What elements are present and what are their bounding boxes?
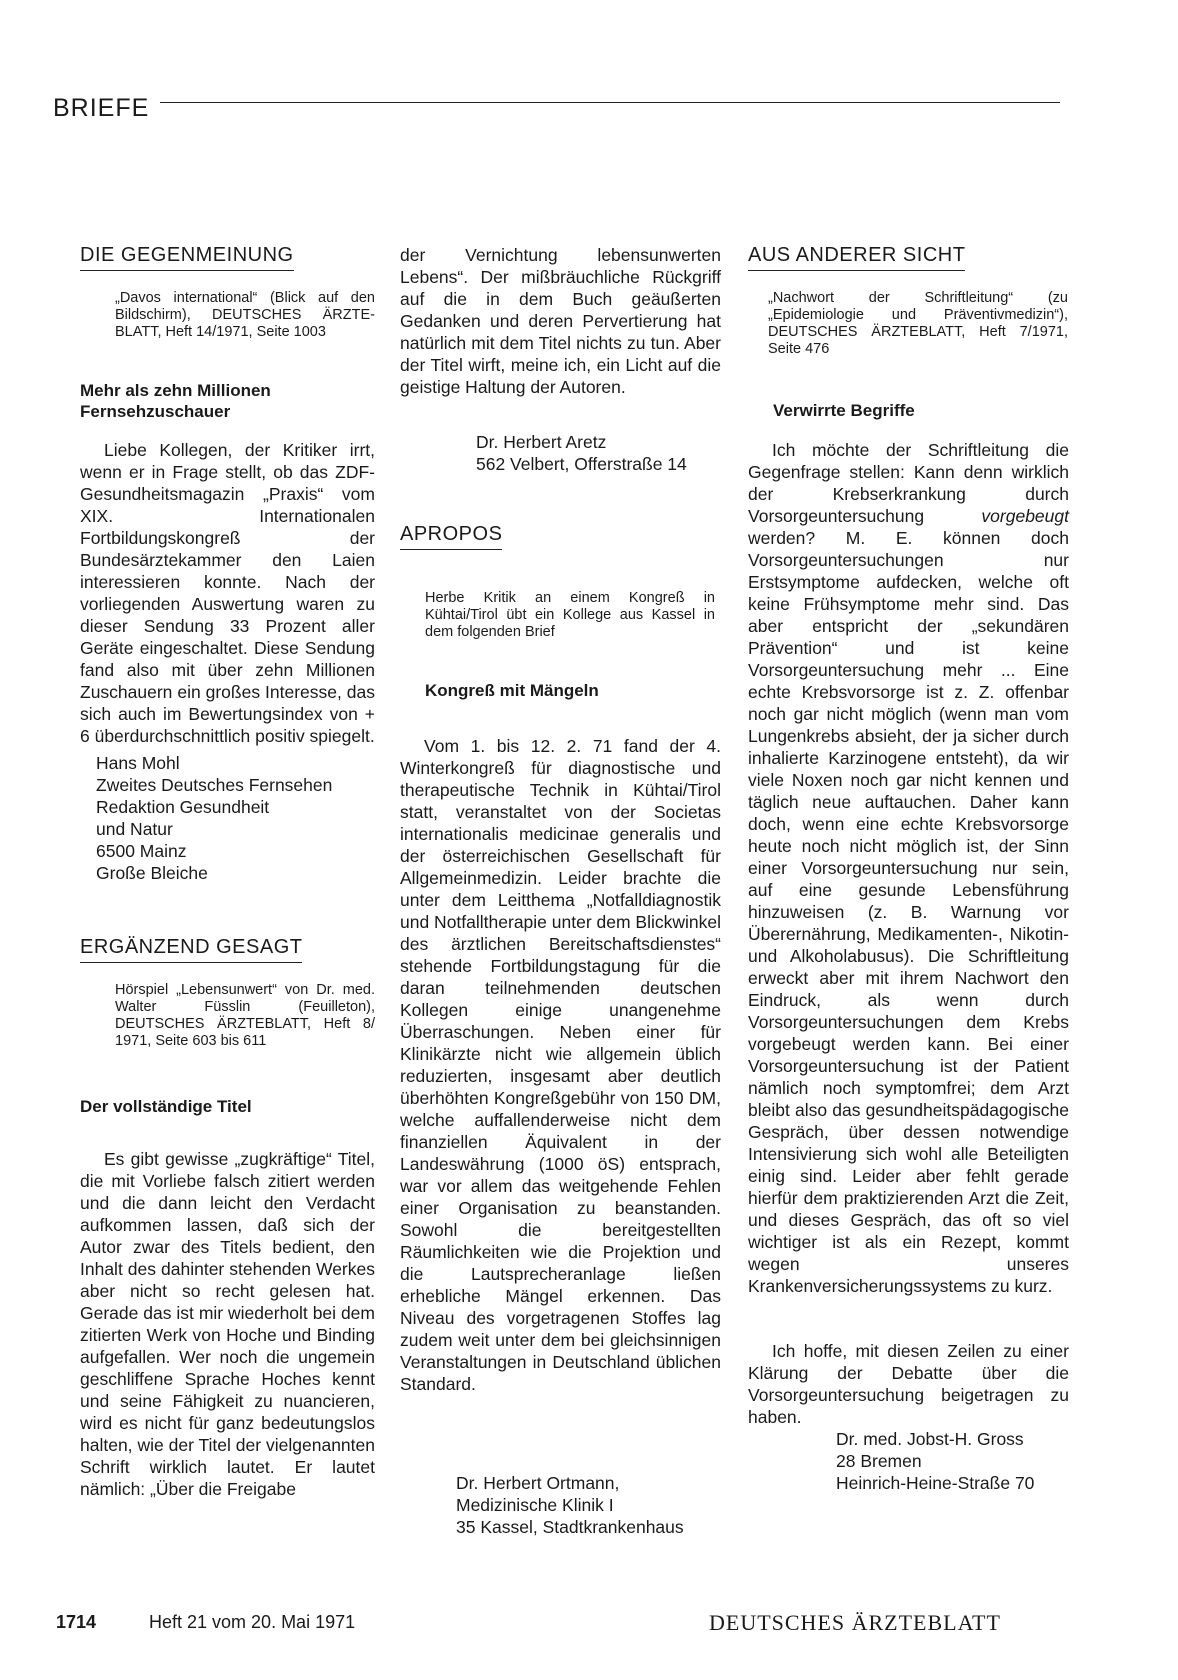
letter-subtitle: Der vollständige Titel (80, 1097, 252, 1116)
page-number: 1714 (56, 1612, 97, 1632)
letter-reference: Hörspiel „Lebensunwert“ von Dr. med. Walter Füsslin (Feuilleton), DEUTSCHES ÄRZTEBLATT, Heft 8/ 1971, Seite 603 bis 611 (115, 982, 375, 1049)
letter-subtitle: Kongreß mit Mängeln (425, 681, 599, 700)
section-header-title: BRIEFE (53, 94, 150, 122)
letter-heading-ergaenzend: ERGÄNZEND GESAGT (80, 936, 302, 963)
letter-signature: Dr. Herbert Aretz 562 Velbert, Offerstraße 14 (476, 432, 687, 474)
header-rule (160, 102, 1060, 103)
masthead: DEUTSCHES ÄRZTEBLATT (709, 1610, 1001, 1635)
letter-body-closing: Ich hoffe, mit diesen Zeilen zu einer Klärung der Debatte über die Vorsorgeuntersuchung beigetragen zu haben. (748, 1341, 1069, 1427)
letter-heading-aus-anderer-sicht: AUS ANDERER SICHT (748, 244, 965, 271)
letter-body: Ich möchte der Schriftleitung die Gegenfrage stellen: Kann denn wirklich der Krebserkrankung durch Vorsorgeuntersuchung vorgebeugt werden? M. E. können doch Vorsorgeuntersuchungen nur Erstsymptome aufdecken, welche oft keine Frühsymptome mehr sind. Das aber entspricht der „sekundären Prävention“ und ist keine Vorsorgeuntersuchung mehr ... Eine echte Krebsvorsorge ist z. Z. offenbar noch gar nicht möglich (wenn man vom Lungenkrebs absieht, der ja sicher durch inhalierte Karzinogene entsteht), da wir viele Noxen noch gar nicht kennen und täglich neue auftauchen. Daher kann doch, wenn eine echte Krebsvorsorge heute noch nicht möglich ist, der Sinn einer Vorsorgeuntersuchung nur sein, auf eine gesunde Lebensführung hinzuweisen (z. B. Warnung vor Überernährung, Medikamenten-, Nikotin- und Alkoholabusus). Die Schriftleitung erweckt aber mit ihrem Nachwort den Eindruck, als wenn durch Vorsorgeuntersuchungen dem Krebs vorgebeugt werden kann. Bei einer Vorsorgeuntersuchung ist der Patient nämlich noch symptomfrei; dem Arzt bleibt also das gesundheitspädagogische Gespräch, über dessen notwendige Intensivierung sich wohl alle Beteiligten einig sind. Leider aber fehlt gerade hierfür dem praktizierenden Arzt die Zeit, und dieses Gespräch, das oft so viel wichtiger ist als ein Rezept, kommt wegen unseres Krankenversicherungssystems zu kurz. (748, 440, 1069, 1296)
letter-heading-gegenmeinung: DIE GEGENMEINUNG (80, 244, 294, 271)
letter-heading-apropos: APROPOS (400, 523, 502, 550)
letter-body: Es gibt gewisse „zugkräftige“ Titel, die mit Vorliebe falsch zitiert werden und die dann leicht den Verdacht aufkommen lassen, daß sich der Autor zwar des Titels bedient, den Inhalt des dahinter stehenden Werkes aber nicht so recht gelesen hat. Gerade das ist mir wiederholt bei dem zitierten Werk von Hoche und Binding aufgefallen. Wer noch die ungemein geschliffene Sprache Hoches kennt und seine Fähigkeit zu nuancieren, wird es nicht für ganz bedeutungslos halten, wie der Titel der vielgenannten Schrift wirklich lautet. Er lautet nämlich: „Über die Freigabe (80, 1149, 375, 1499)
letter-reference: „Nachwort der Schriftleitung“ (zu „Epidemiologie und Präventivmedizin“), DEUTSCHES ÄRZTEBLATT, Heft 7/1971, Seite 476 (768, 290, 1068, 357)
letter-body: Liebe Kollegen, der Kritiker irrt, wenn er in Frage stellt, ob das ZDF-Gesundheitsmagazin „Praxis“ vom XIX. Internationalen Fortbildungskongreß der Bundesärztekammer den Laien interessieren konnte. Nach der vorliegenden Auswertung waren zu dieser Sendung 33 Prozent aller Geräte eingeschaltet. Diese Sendung fand also mit über zehn Millionen Zuschauern ein großes Interesse, das sich auch im Bewertungsindex von + 6 überdurchschnittlich positiv spiegelt. (80, 440, 375, 746)
letter-signature: Hans Mohl Zweites Deutsches Fernsehen Redaktion Gesundheit und Natur 6500 Mainz Große Bleiche (96, 753, 333, 883)
letter-subtitle: Mehr als zehn Millionen Fernsehzuschauer (80, 381, 271, 421)
letter-signature: Dr. med. Jobst-H. Gross 28 Bremen Heinrich-Heine-Straße 70 (836, 1429, 1035, 1493)
letter-reference: „Davos international“ (Blick auf den Bildschirm), DEUTSCHES ÄRZTE-BLATT, Heft 14/1971, Seite 1003 (115, 290, 375, 340)
issue-line: Heft 21 vom 20. Mai 1971 (149, 1612, 356, 1632)
letter-subtitle: Verwirrte Begriffe (773, 401, 915, 420)
emphasis-word: vorgebeugt (981, 506, 1069, 526)
letter-body: Vom 1. bis 12. 2. 71 fand der 4. Winterkongreß für diagnostische und therapeutische Technik in Kühtai/Tirol statt, veranstaltet von der Societas internationalis medicinae generalis und der österreichischen Gesellschaft für Allgemeinmedizin. Leider brachte die unter dem Leitthema „Notfalldiagnostik und Notfalltherapie unter dem Blickwinkel des ärztlichen Bereitschaftsdienstes“ stehende Fortbildungstagung für die daran teilnehmenden deutschen Kollegen einige unangenehme Überraschungen. Neben einer für Klinikärzte nicht wie allgemein üblich reduzierten, insgesamt aber deutlich überhöhten Kongreßgebühr von 150 DM, welche auffallenderweise nicht dem finanziellen Äquivalent in der Landeswährung (1000 öS) entsprach, war vor allem das weitgehende Fehlen einer Organisation zu beanstanden. Sowohl die bereitgestellten Räumlichkeiten wie die Projektion und die Lautsprecheranlage ließen erhebliche Mängel erkennen. Das Niveau des vorgetragenen Stoffes lag zudem weit unter dem bei gleichsinnigen Veranstaltungen in Deutschland üblichen Standard. (400, 736, 721, 1394)
letter-signature: Dr. Herbert Ortmann, Medizinische Klinik I 35 Kassel, Stadtkrankenhaus (456, 1473, 684, 1537)
letter-body-continued: der Vernichtung lebensunwerten Lebens“. Der mißbräuchliche Rückgriff auf die in dem Buch geäußerten Gedanken und deren Pervertierung hat natürlich mit dem Titel nichts zu tun. Aber der Titel wirft, meine ich, ein Licht auf die geistige Haltung der Autoren. (400, 245, 721, 397)
letter-reference: Herbe Kritik an einem Kongreß in Kühtai/Tirol übt ein Kollege aus Kassel in dem folgenden Brief (425, 590, 715, 640)
